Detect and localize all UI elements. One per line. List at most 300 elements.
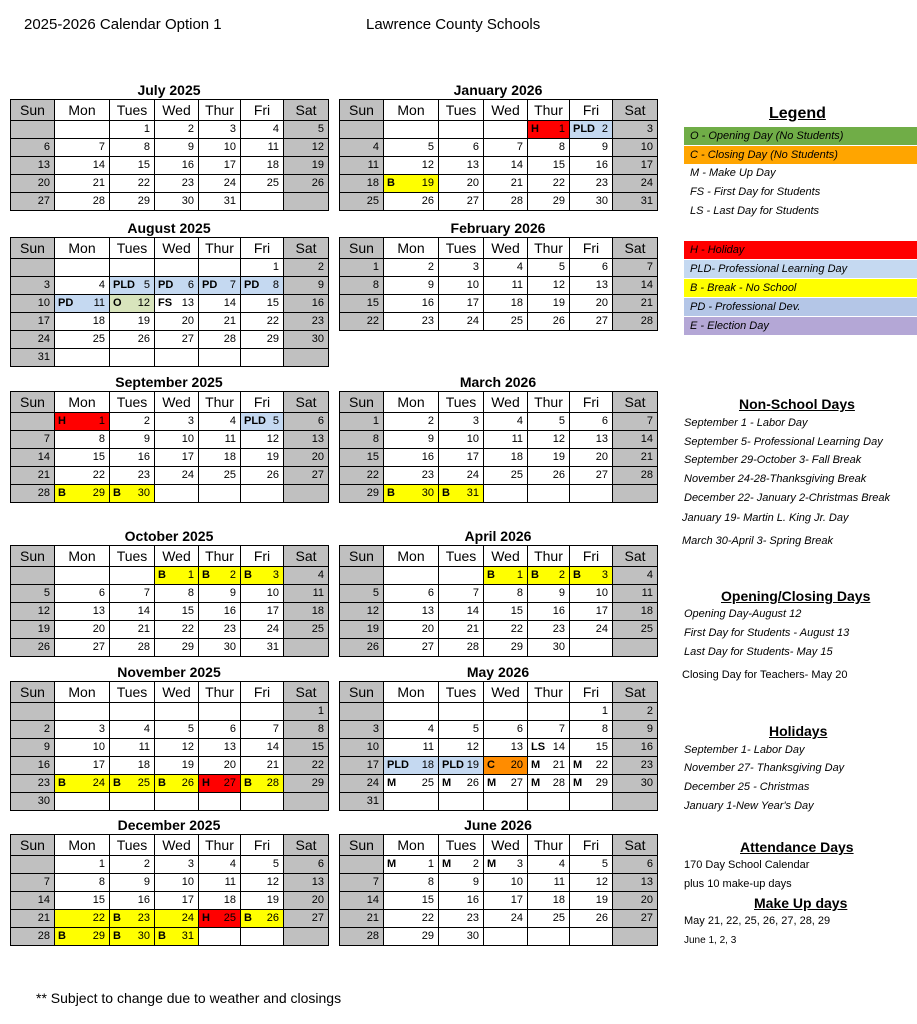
empty-day-cell: [528, 703, 570, 721]
day-cell: [241, 157, 284, 175]
empty-day-cell: [284, 639, 329, 657]
day-cell: [570, 193, 613, 211]
day-number: 27: [181, 333, 194, 345]
day-cell: [613, 277, 658, 295]
weekday-header: Sun: [11, 835, 55, 856]
day-number: 16: [421, 451, 434, 463]
day-cell: [199, 721, 241, 739]
day-cell: [340, 585, 384, 603]
day-number: 13: [181, 297, 194, 309]
day-number: 19: [466, 759, 479, 771]
day-number: 9: [43, 741, 50, 753]
day-number: 24: [181, 469, 194, 481]
weekday-header: Mon: [384, 682, 439, 703]
week-row: [11, 431, 329, 449]
day-cell: [11, 928, 55, 946]
day-number: 29: [92, 930, 105, 942]
empty-day-cell: [528, 793, 570, 811]
day-code: O: [113, 297, 122, 309]
week-row: [340, 793, 658, 811]
day-cell: [11, 295, 55, 313]
day-number: 26: [137, 333, 150, 345]
day-number: 19: [37, 623, 50, 635]
day-cell: [528, 585, 570, 603]
day-number: 29: [421, 930, 434, 942]
day-code: PLD: [387, 759, 409, 771]
day-number: 1: [317, 705, 324, 717]
day-number: 1: [601, 705, 608, 717]
day-number: 19: [311, 159, 324, 171]
day-code: B: [58, 487, 66, 499]
day-cell: [613, 892, 658, 910]
month-table: [10, 237, 329, 367]
week-row: [11, 277, 329, 295]
day-cell: [241, 413, 284, 431]
day-number: 2: [43, 723, 50, 735]
day-number: 22: [92, 469, 105, 481]
day-number: 23: [37, 777, 50, 789]
week-row: [11, 313, 329, 331]
day-number: 11: [267, 141, 279, 153]
day-cell: [284, 567, 329, 585]
day-number: 27: [595, 469, 608, 481]
day-number: 4: [98, 279, 105, 291]
day-cell: [155, 567, 199, 585]
day-cell: [199, 757, 241, 775]
day-number: 28: [37, 930, 50, 942]
day-cell: [484, 856, 528, 874]
day-cell: [384, 928, 439, 946]
day-cell: [439, 193, 484, 211]
day-number: 1: [98, 858, 105, 870]
day-number: 17: [223, 159, 236, 171]
weekday-header: Tues: [439, 835, 484, 856]
day-cell: [110, 431, 155, 449]
day-number: 24: [366, 777, 379, 789]
day-number: 23: [181, 177, 194, 189]
empty-day-cell: [241, 793, 284, 811]
day-cell: [484, 413, 528, 431]
month-title: January 2026: [453, 82, 543, 98]
day-number: 29: [552, 195, 565, 207]
week-row: [340, 139, 658, 157]
weekday-header: Tues: [439, 100, 484, 121]
day-number: 11: [224, 876, 236, 888]
day-cell: [11, 313, 55, 331]
empty-day-cell: [110, 567, 155, 585]
day-cell: [528, 121, 570, 139]
day-cell: [340, 467, 384, 485]
day-number: 11: [511, 279, 523, 291]
weekday-header: Sun: [11, 238, 55, 259]
day-code: M: [442, 777, 452, 789]
day-cell: [484, 157, 528, 175]
week-row: [11, 157, 329, 175]
day-number: 5: [558, 415, 565, 427]
day-number: 30: [466, 930, 479, 942]
day-cell: [110, 621, 155, 639]
day-number: 15: [266, 297, 279, 309]
day-cell: [11, 193, 55, 211]
day-number: 6: [472, 141, 479, 153]
day-cell: [340, 259, 384, 277]
day-cell: [340, 739, 384, 757]
day-cell: [55, 639, 110, 657]
day-number: 7: [516, 141, 523, 153]
opening-closing-title: Opening/Closing Days: [721, 588, 871, 604]
day-cell: [439, 757, 484, 775]
day-number: 21: [37, 912, 50, 924]
empty-day-cell: [199, 349, 241, 367]
day-number: 25: [266, 177, 279, 189]
empty-day-cell: [11, 413, 55, 431]
day-number: 24: [640, 177, 653, 189]
day-cell: [199, 621, 241, 639]
day-number: 6: [646, 858, 653, 870]
weekday-header-row: [340, 238, 658, 259]
day-code: PLD: [244, 415, 266, 427]
opening-closing-item: Opening Day-August 12: [684, 608, 802, 620]
day-number: 7: [646, 261, 653, 273]
weekday-header: Mon: [55, 100, 110, 121]
weekday-header: Fri: [241, 238, 284, 259]
day-number: 10: [37, 297, 50, 309]
day-number: 28: [137, 641, 150, 653]
day-cell: [570, 467, 613, 485]
empty-day-cell: [241, 703, 284, 721]
month-table: [339, 391, 658, 503]
empty-day-cell: [155, 485, 199, 503]
non-school-title: Non-School Days: [739, 396, 855, 412]
day-number: 12: [137, 297, 150, 309]
day-number: 9: [427, 433, 434, 445]
day-number: 1: [272, 261, 279, 273]
day-code: B: [573, 569, 581, 581]
empty-day-cell: [241, 485, 284, 503]
weekday-header: Thur: [199, 546, 241, 567]
day-number: 21: [466, 623, 479, 635]
weekday-header: Sat: [613, 682, 658, 703]
day-cell: [528, 603, 570, 621]
weekday-header: Thur: [528, 238, 570, 259]
day-cell: [528, 721, 570, 739]
day-number: 13: [595, 279, 608, 291]
weekday-header: Fri: [570, 392, 613, 413]
day-cell: [241, 175, 284, 193]
day-cell: [199, 467, 241, 485]
day-number: 31: [37, 351, 50, 363]
day-number: 3: [516, 858, 523, 870]
day-cell: [110, 757, 155, 775]
day-cell: [241, 431, 284, 449]
weekday-header: Thur: [528, 100, 570, 121]
day-code: M: [387, 777, 397, 789]
day-number: 26: [266, 469, 279, 481]
day-number: 4: [427, 723, 434, 735]
day-number: 28: [266, 777, 279, 789]
empty-day-cell: [155, 349, 199, 367]
day-cell: [570, 139, 613, 157]
day-cell: [110, 413, 155, 431]
weekday-header: Thur: [199, 238, 241, 259]
day-number: 28: [92, 195, 105, 207]
day-number: 13: [311, 876, 324, 888]
day-number: 22: [311, 759, 324, 771]
day-cell: [55, 928, 110, 946]
day-number: 7: [98, 141, 105, 153]
day-cell: [11, 721, 55, 739]
day-cell: [155, 856, 199, 874]
day-cell: [613, 621, 658, 639]
day-cell: [340, 874, 384, 892]
weekday-header-row: [340, 546, 658, 567]
day-cell: [384, 175, 439, 193]
weekday-header: Mon: [55, 546, 110, 567]
day-cell: [439, 467, 484, 485]
district-name: Lawrence County Schools: [366, 16, 541, 33]
month-title: August 2025: [127, 220, 211, 236]
day-cell: [613, 193, 658, 211]
weekday-header: Sat: [284, 682, 329, 703]
weekday-header: Tues: [439, 392, 484, 413]
weekday-header-row: [11, 682, 329, 703]
non-school-item: September 5- Professional Learning Day: [684, 436, 883, 448]
day-number: 31: [266, 641, 279, 653]
non-school-item: March 30-April 3- Spring Break: [682, 535, 834, 547]
day-number: 30: [640, 777, 653, 789]
day-number: 3: [472, 261, 479, 273]
day-number: 24: [223, 177, 236, 189]
day-number: 12: [421, 159, 434, 171]
day-number: 26: [311, 177, 324, 189]
legend-item: E - Election Day: [684, 317, 917, 335]
day-cell: [55, 313, 110, 331]
day-number: 18: [92, 315, 105, 327]
day-cell: [241, 259, 284, 277]
day-number: 4: [646, 569, 653, 581]
weekday-header: Mon: [384, 835, 439, 856]
day-number: 5: [317, 123, 324, 135]
week-row: [11, 739, 329, 757]
day-cell: [570, 757, 613, 775]
day-cell: [484, 139, 528, 157]
day-code: B: [442, 487, 450, 499]
empty-day-cell: [384, 121, 439, 139]
day-cell: [199, 892, 241, 910]
empty-day-cell: [11, 121, 55, 139]
empty-day-cell: [340, 121, 384, 139]
day-cell: [439, 639, 484, 657]
day-number: 13: [421, 605, 434, 617]
day-cell: [439, 721, 484, 739]
day-cell: [570, 313, 613, 331]
day-code: B: [113, 777, 121, 789]
week-row: [340, 157, 658, 175]
week-row: [340, 431, 658, 449]
day-cell: [155, 413, 199, 431]
day-cell: [484, 277, 528, 295]
day-cell: [284, 621, 329, 639]
legend-title: Legend: [769, 105, 826, 122]
day-cell: [284, 910, 329, 928]
day-cell: [384, 910, 439, 928]
day-cell: [284, 431, 329, 449]
day-number: 24: [37, 333, 50, 345]
day-number: 19: [366, 623, 379, 635]
empty-day-cell: [11, 567, 55, 585]
weekday-header: Fri: [241, 546, 284, 567]
weekday-header-row: [340, 392, 658, 413]
day-cell: [110, 892, 155, 910]
day-cell: [340, 295, 384, 313]
empty-day-cell: [340, 703, 384, 721]
day-cell: [484, 431, 528, 449]
day-number: 13: [510, 741, 523, 753]
day-number: 10: [266, 587, 279, 599]
day-number: 13: [640, 876, 653, 888]
day-cell: [340, 175, 384, 193]
non-school-item: December 22- January 2-Christmas Break: [684, 492, 891, 504]
day-cell: [484, 892, 528, 910]
day-cell: [284, 856, 329, 874]
day-number: 25: [223, 469, 236, 481]
month-table: [339, 834, 658, 946]
day-cell: [284, 331, 329, 349]
month-table: [10, 681, 329, 811]
day-number: 28: [640, 469, 653, 481]
empty-day-cell: [284, 193, 329, 211]
day-code: M: [531, 777, 541, 789]
day-cell: [340, 603, 384, 621]
weekday-header: Tues: [439, 682, 484, 703]
weekday-header: Thur: [528, 392, 570, 413]
day-cell: [241, 121, 284, 139]
day-cell: [241, 567, 284, 585]
day-number: 15: [366, 451, 379, 463]
day-number: 1: [372, 415, 379, 427]
week-row: [340, 775, 658, 793]
day-number: 18: [421, 759, 434, 771]
day-cell: [528, 467, 570, 485]
empty-day-cell: [284, 928, 329, 946]
day-number: 20: [595, 297, 608, 309]
day-number: 14: [466, 605, 479, 617]
empty-day-cell: [439, 121, 484, 139]
day-cell: [155, 721, 199, 739]
day-number: 4: [229, 415, 236, 427]
day-cell: [439, 413, 484, 431]
day-cell: [439, 928, 484, 946]
day-cell: [439, 259, 484, 277]
day-code: M: [573, 759, 583, 771]
day-cell: [110, 603, 155, 621]
month-table: [10, 99, 329, 211]
day-cell: [340, 928, 384, 946]
week-row: [11, 757, 329, 775]
day-cell: [528, 193, 570, 211]
day-number: 13: [37, 159, 50, 171]
day-cell: [55, 910, 110, 928]
legend-item: O - Opening Day (No Students): [684, 127, 917, 145]
empty-day-cell: [110, 703, 155, 721]
day-number: 14: [552, 741, 565, 753]
day-code: H: [531, 123, 539, 135]
day-cell: [528, 157, 570, 175]
week-row: [340, 567, 658, 585]
day-number: 16: [640, 741, 653, 753]
day-cell: [241, 775, 284, 793]
attendance-line-2: plus 10 make-up days: [684, 878, 792, 890]
day-cell: [439, 739, 484, 757]
day-cell: [55, 449, 110, 467]
day-code: B: [244, 569, 252, 581]
day-number: 7: [558, 723, 565, 735]
day-cell: [110, 121, 155, 139]
day-number: 13: [223, 741, 236, 753]
day-number: 14: [37, 894, 50, 906]
day-number: 17: [181, 894, 194, 906]
day-number: 11: [312, 587, 324, 599]
day-number: 7: [143, 587, 150, 599]
day-number: 1: [516, 569, 523, 581]
non-school-item: September 1 - Labor Day: [684, 417, 808, 429]
day-cell: [439, 175, 484, 193]
day-cell: [199, 585, 241, 603]
day-cell: [613, 910, 658, 928]
document-title: 2025-2026 Calendar Option 1: [24, 16, 222, 33]
day-number: 14: [266, 741, 279, 753]
day-cell: [484, 739, 528, 757]
day-cell: [241, 910, 284, 928]
empty-day-cell: [11, 259, 55, 277]
day-code: M: [442, 858, 452, 870]
day-number: 5: [272, 858, 279, 870]
day-cell: [439, 313, 484, 331]
day-number: 25: [92, 333, 105, 345]
month-title: December 2025: [117, 817, 221, 833]
week-row: [11, 874, 329, 892]
day-cell: [439, 139, 484, 157]
weekday-header: Fri: [241, 682, 284, 703]
weekday-header: Mon: [384, 392, 439, 413]
day-cell: [199, 175, 241, 193]
day-cell: [384, 603, 439, 621]
day-cell: [241, 331, 284, 349]
day-cell: [11, 793, 55, 811]
day-code: M: [487, 777, 497, 789]
week-row: [340, 721, 658, 739]
weekday-header: Sat: [613, 546, 658, 567]
day-cell: [484, 295, 528, 313]
day-number: 26: [181, 777, 194, 789]
day-number: 28: [466, 641, 479, 653]
day-number: 8: [317, 723, 324, 735]
day-code: PLD: [573, 123, 595, 135]
day-code: B: [113, 487, 121, 499]
week-row: [11, 295, 329, 313]
non-school-item: January 19- Martin L. King Jr. Day: [682, 512, 849, 524]
day-number: 3: [601, 569, 608, 581]
day-cell: [199, 910, 241, 928]
day-number: 5: [427, 141, 434, 153]
day-number: 6: [229, 723, 236, 735]
day-cell: [284, 277, 329, 295]
day-number: 21: [92, 177, 105, 189]
month-title: September 2025: [115, 374, 223, 390]
week-row: [11, 413, 329, 431]
day-cell: [528, 139, 570, 157]
week-row: [11, 121, 329, 139]
